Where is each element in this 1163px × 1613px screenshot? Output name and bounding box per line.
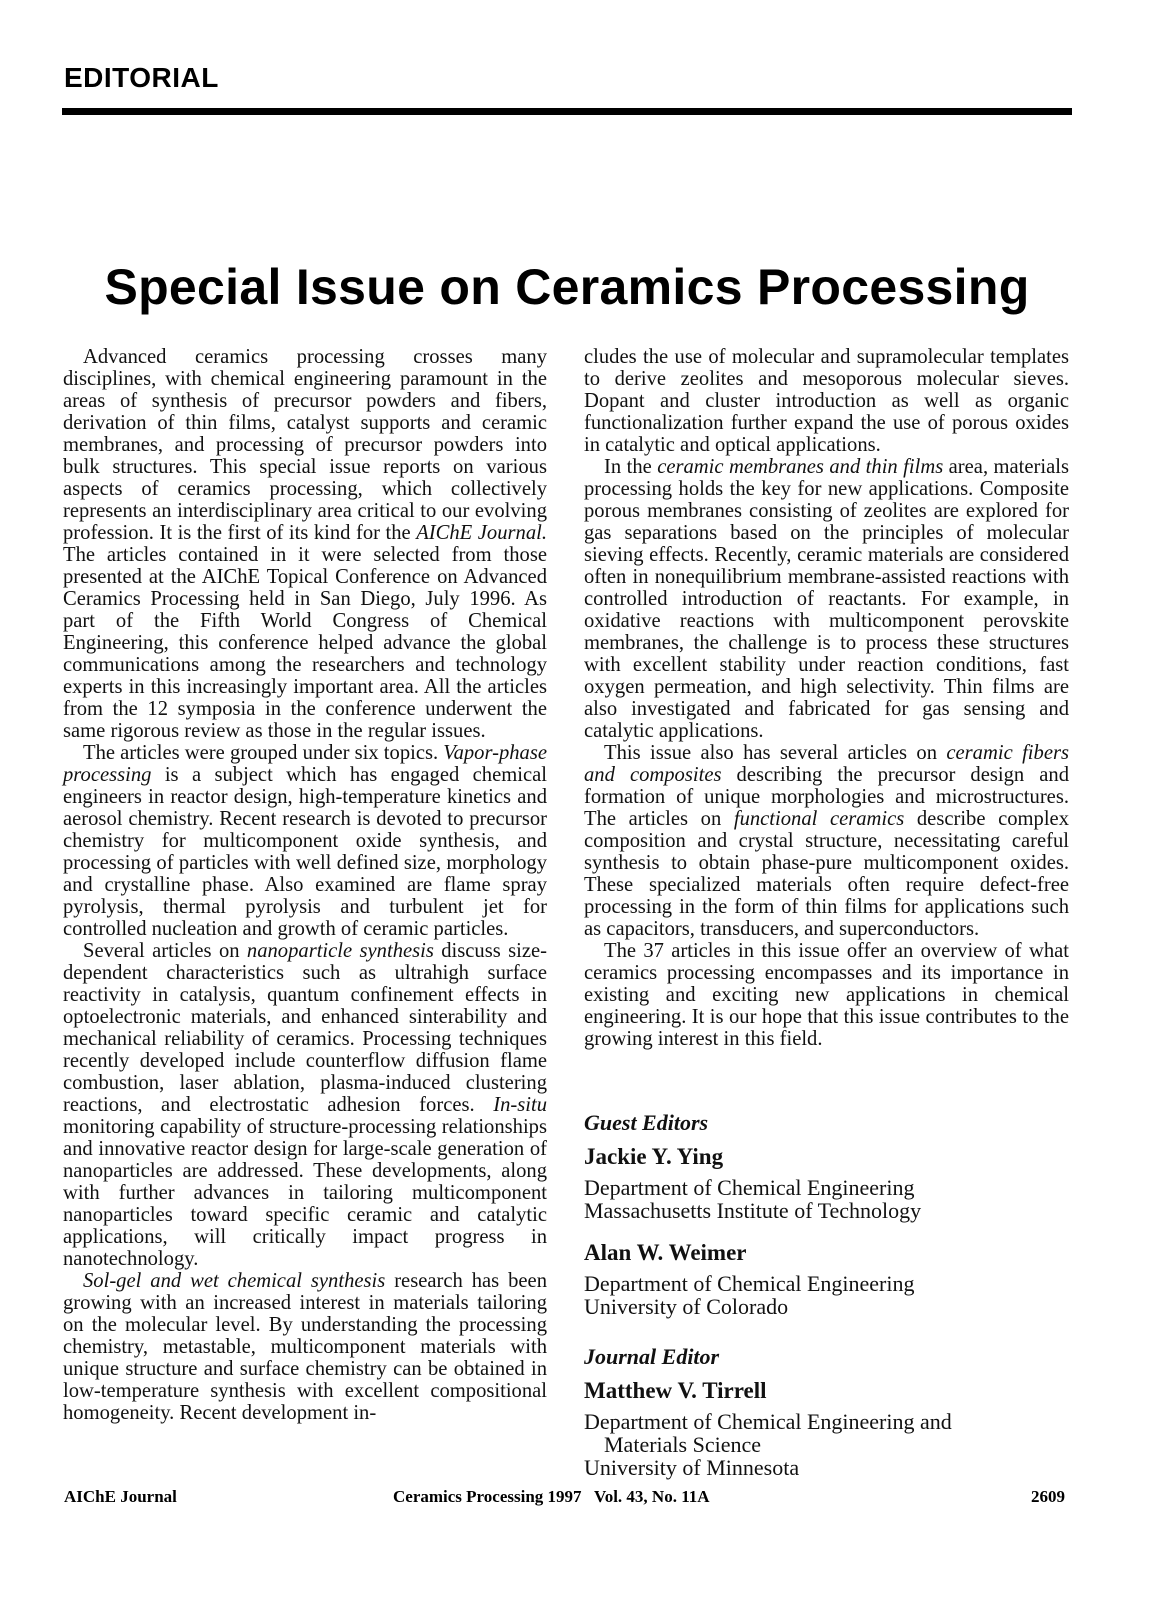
- footer-issue: Ceramics Processing 1997 Vol. 43, No. 11A: [393, 1487, 710, 1506]
- editor-affiliation: Department of Chemical Engineering Massachusetts Institute of Technology: [584, 1175, 922, 1223]
- right-column: [584, 346, 1069, 1050]
- paragraph: In the ceramic membranes and thin films area, materials processing holds the key for new applications. Composite porous membranes consisting of zeolites are explored for gas separations based on the principles of molecular sieving effects. Recently, ceramic materials are considered often in nonequilibrium membrane-assisted reactions with controlled introduction of reactants. For example, in oxidative reactions with multicomponent perovskite membranes, the challenge is to process these structures with excellent stability under reaction conditions, fast oxygen permeation, and high selectivity. Thin films are also investigated and fabricated for gas sensing and catalytic applications.: [584, 456, 1070, 742]
- paragraph: The 37 articles in this issue offer an overview of what ceramics processing encompasses and its importance in existing and exciting new applications in chemical engineering. It is our hope that this issue contributes to the growing interest in this field.: [584, 940, 1069, 1050]
- editor-affiliation: Department of Chemical Engineering and Materials Science University of Minnesota: [584, 1409, 952, 1480]
- footer-journal: AIChE Journal: [64, 1487, 177, 1506]
- paragraph: cludes the use of molecular and supramolecular templates to derive zeolites and mesoporous molecular sieves. Dopant and cluster introduction as well as organic functionalization further expand the use of porous oxides in catalytic and optical applications.: [584, 346, 1069, 456]
- paragraph: Advanced ceramics processing crosses many disciplines, with chemical engineering paramount in the areas of synthesis of precursor powders and fibers, derivation of thin films, catalyst supports and ceramic membranes, and processing of precursor powders into bulk structures. This special issue reports on various aspects of ceramics processing, which collectively represents an interdisciplinary area critical to our evolving profession. It is the first of its kind for the AIChE Journal. The articles contained in it were selected from those presented at the AIChE Topical Conference on Advanced Ceramics Processing held in San Diego, July 1996. As part of the Fifth World Congress of Chemical Engineering, this conference helped advance the global communications among the researchers and technology experts in this increasingly important area. All the articles from the 12 symposia in the conference underwent the same rigorous review as those in the regular issues.: [63, 346, 547, 742]
- editor-name: Matthew V. Tirrell: [584, 1378, 767, 1403]
- editor-affiliation: Department of Chemical Engineering University of Colorado: [584, 1271, 915, 1319]
- paragraph: The articles were grouped under six topics. Vapor-phase processing is a subject which has engaged chemical engineers in reactor design, high-temperature kinetics and aerosol chemistry. Recent research is devoted to precursor chemistry for multicomponent oxide synthesis, and processing of particles with well defined size, morphology and crystalline phase. Also examined are flame spray pyrolysis, thermal pyrolysis and turbulent jet for controlled nucleation and growth of ceramic particles.: [63, 742, 547, 940]
- page-title: Special Issue on Ceramics Processing: [104, 259, 1030, 315]
- paragraph: Sol-gel and wet chemical synthesis research has been growing with an increased interest in materials tailoring on the molecular level. By understanding the processing chemistry, metastable, multicomponent materials with unique structure and surface chemistry can be obtained in low-temperature synthesis with excellent compositional homogeneity. Recent development in-: [63, 1270, 547, 1424]
- left-column: [63, 346, 547, 1424]
- header-rule: [62, 108, 1072, 115]
- journal-editor-heading: Journal Editor: [584, 1344, 720, 1369]
- guest-editors-heading: Guest Editors: [584, 1110, 709, 1135]
- editor-name: Alan W. Weimer: [584, 1240, 747, 1265]
- editors-block: [584, 1110, 1069, 1479]
- footer-page-number: 2609: [1031, 1487, 1065, 1506]
- paragraph: This issue also has several articles on ceramic fibers and composites describing the precursor design and formation of unique morphologies and microstructures. The articles on functional ceramics describe complex composition and crystal structure, necessitating careful synthesis to obtain phase-pure multicomponent oxides. These specialized materials often require defect-free processing in the form of thin films for applications such as capacitors, transducers, and superconductors.: [584, 742, 1069, 940]
- paragraph: Several articles on nanoparticle synthesis discuss size-dependent characteristics such as ultrahigh surface reactivity in catalysis, quantum confinement effects in optoelectronic materials, and enhanced sinterability and mechanical reliability of ceramics. Processing techniques recently developed include counterflow diffusion flame combustion, laser ablation, plasma-induced clustering reactions, and electrostatic adhesion forces. In-situ monitoring capability of structure-processing relationships and innovative reactor design for large-scale generation of nanoparticles are addressed. These developments, along with further advances in tailoring multicomponent nanoparticles toward specific ceramic and catalytic applications, will critically impact progress in nanotechnology.: [63, 940, 547, 1270]
- editor-name: Jackie Y. Ying: [584, 1144, 724, 1169]
- section-label: EDITORIAL: [64, 62, 219, 93]
